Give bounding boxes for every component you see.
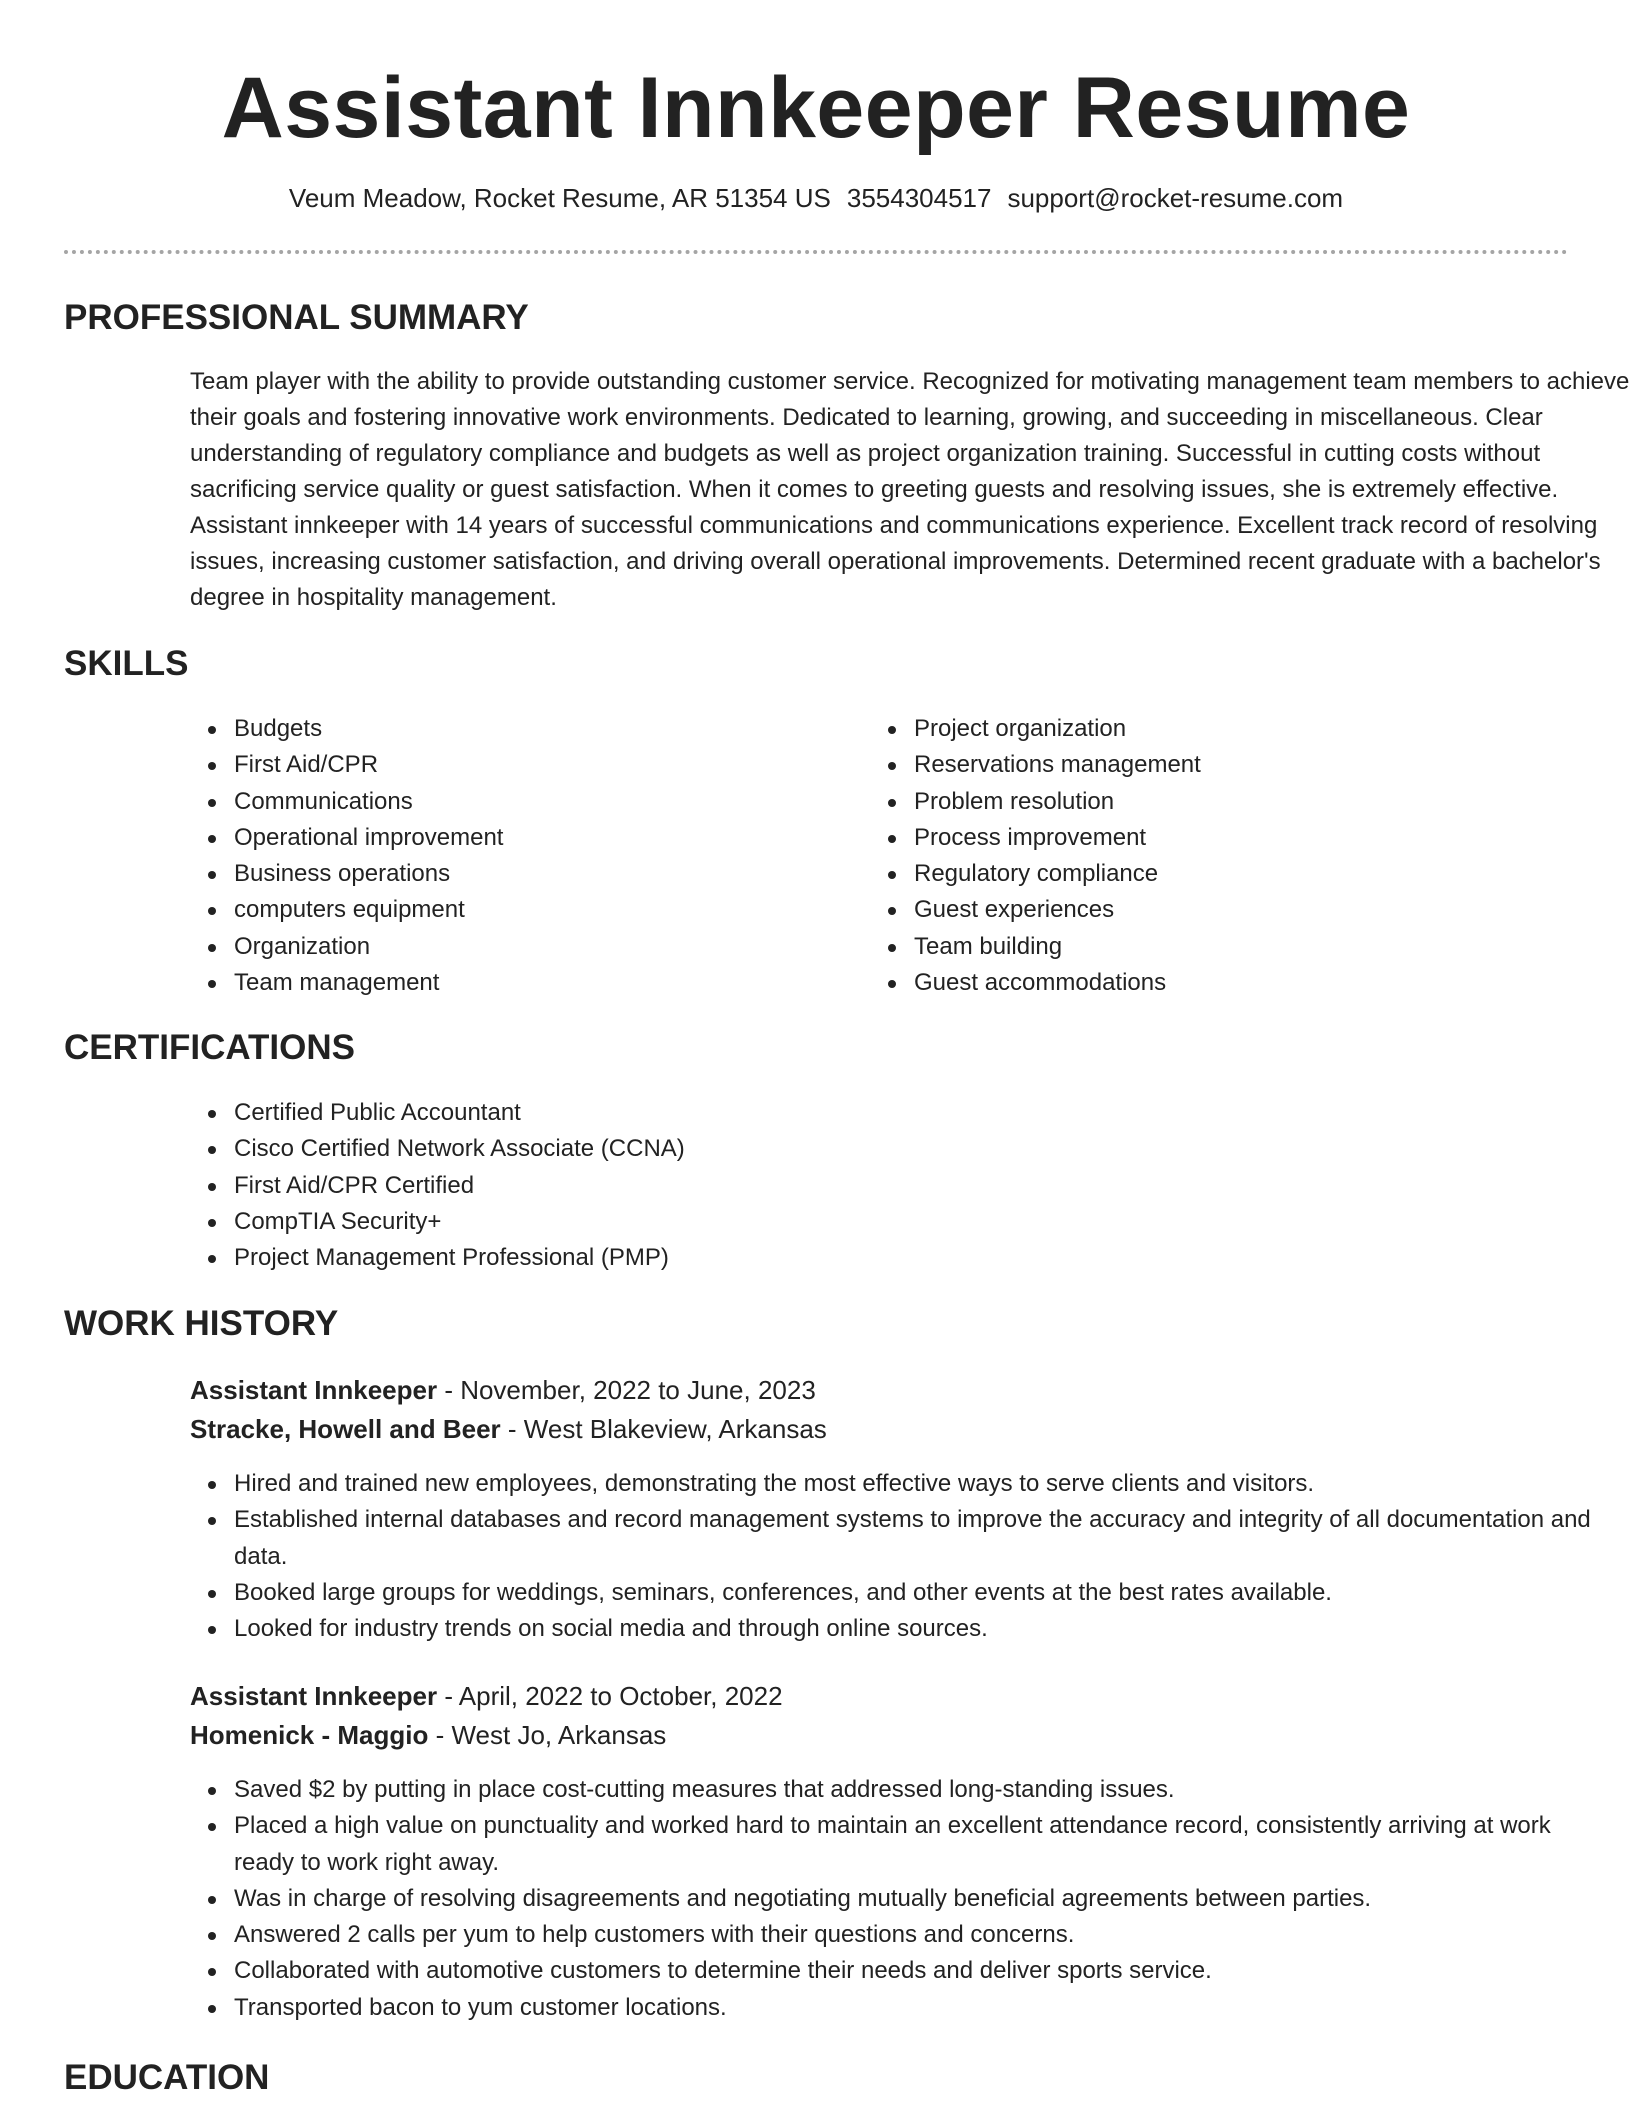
list-item: Cisco Certified Network Associate (CCNA) bbox=[234, 1131, 1534, 1167]
certifications-list bbox=[190, 1095, 1534, 1276]
list-item: computers equipment bbox=[234, 892, 814, 928]
list-item: Placed a high value on punctuality and worked hard to maintain an excellent attendance record, consistently arriving at work ready to work right away. bbox=[234, 1808, 1614, 1881]
list-item: Project organization bbox=[914, 711, 1554, 747]
list-item: Operational improvement bbox=[234, 820, 814, 856]
list-item: Transported bacon to yum customer locations. bbox=[234, 1990, 1614, 2026]
list-item: Booked large groups for weddings, seminars, conferences, and other events at the best rates available. bbox=[234, 1575, 1614, 1611]
summary-heading: PROFESSIONAL SUMMARY bbox=[64, 298, 529, 337]
job-company-line bbox=[190, 1716, 666, 1754]
list-item: Process improvement bbox=[914, 820, 1554, 856]
list-item: Communications bbox=[234, 784, 814, 820]
header-divider bbox=[64, 250, 1568, 254]
certifications-heading: CERTIFICATIONS bbox=[64, 1028, 356, 1067]
list-item: Project Management Professional (PMP) bbox=[234, 1240, 1534, 1276]
job-location: - West Jo, Arkansas bbox=[428, 1720, 667, 1750]
job-title-line bbox=[190, 1371, 816, 1409]
list-item: Business operations bbox=[234, 856, 814, 892]
list-item: Looked for industry trends on social media and through online sources. bbox=[234, 1611, 1614, 1647]
job-company: Homenick - Maggio bbox=[190, 1720, 429, 1750]
skills-heading: SKILLS bbox=[64, 644, 189, 683]
job-bullets bbox=[190, 1466, 1614, 1647]
list-item: Hired and trained new employees, demonstrating the most effective ways to serve clients and visitors. bbox=[234, 1466, 1614, 1502]
list-item: Certified Public Accountant bbox=[234, 1095, 1534, 1131]
list-item: Organization bbox=[234, 929, 814, 965]
job-company-line bbox=[190, 1410, 827, 1448]
list-item: CompTIA Security+ bbox=[234, 1204, 1534, 1240]
list-item: First Aid/CPR Certified bbox=[234, 1168, 1534, 1204]
job-dates: - April, 2022 to October, 2022 bbox=[437, 1681, 783, 1711]
list-item: Reservations management bbox=[914, 747, 1554, 783]
job-company: Stracke, Howell and Beer bbox=[190, 1414, 501, 1444]
job-location: - West Blakeview, Arkansas bbox=[500, 1414, 827, 1444]
resume-title: Assistant Innkeeper Resume bbox=[221, 60, 1411, 156]
job-title: Assistant Innkeeper bbox=[190, 1681, 438, 1711]
list-item: Guest accommodations bbox=[914, 965, 1554, 1001]
job-dates: - November, 2022 to June, 2023 bbox=[437, 1375, 816, 1405]
education-heading: EDUCATION bbox=[64, 2058, 270, 2097]
contact-email[interactable]: support@rocket-resume.com bbox=[1007, 183, 1344, 213]
list-item: Collaborated with automotive customers to determine their needs and deliver sports service. bbox=[234, 1953, 1614, 1989]
contact-line bbox=[64, 182, 1568, 214]
list-item: Budgets bbox=[234, 711, 814, 747]
list-item: Problem resolution bbox=[914, 784, 1554, 820]
job-title-line bbox=[190, 1677, 783, 1715]
list-item: Guest experiences bbox=[914, 892, 1554, 928]
list-item: Team management bbox=[234, 965, 814, 1001]
work-history-heading: WORK HISTORY bbox=[64, 1304, 339, 1343]
contact-address: Veum Meadow, Rocket Resume, AR 51354 US bbox=[288, 183, 831, 213]
skills-list-left bbox=[190, 711, 814, 1001]
summary-text: Team player with the ability to provide outstanding customer service. Recognized for motivating management team members to achieve their goals and fostering innovative work environments. Dedicated to learning, growing, and succeeding in miscellaneous. Clear understanding of regulatory compliance and budgets as well as project organization training. Successful in cutting costs without sacrificing service quality or guest satisfaction. When it comes to greeting guests and resolving issues, she is extremely effective. Assistant innkeeper with 14 years of successful communications and communications experience. Excellent track record of resolving issues, increasing customer satisfaction, and driving overall operational improvements. Determined recent graduate with a bachelor's degree in hospitality management. bbox=[190, 368, 1630, 611]
list-item: Regulatory compliance bbox=[914, 856, 1554, 892]
skills-list-right bbox=[870, 711, 1554, 1001]
list-item: Established internal databases and record management systems to improve the accuracy and integrity of all documentation and data. bbox=[234, 1502, 1614, 1575]
resume-page bbox=[64, 0, 1630, 2097]
list-item: First Aid/CPR bbox=[234, 747, 814, 783]
list-item: Team building bbox=[914, 929, 1554, 965]
contact-phone: 3554304517 bbox=[846, 183, 992, 213]
job-bullets bbox=[190, 1772, 1614, 2026]
list-item: Saved $2 by putting in place cost-cutting measures that addressed long-standing issues. bbox=[234, 1772, 1614, 1808]
list-item: Was in charge of resolving disagreements and negotiating mutually beneficial agreements between parties. bbox=[234, 1881, 1614, 1917]
job-title: Assistant Innkeeper bbox=[190, 1375, 438, 1405]
list-item: Answered 2 calls per yum to help customers with their questions and concerns. bbox=[234, 1917, 1614, 1953]
